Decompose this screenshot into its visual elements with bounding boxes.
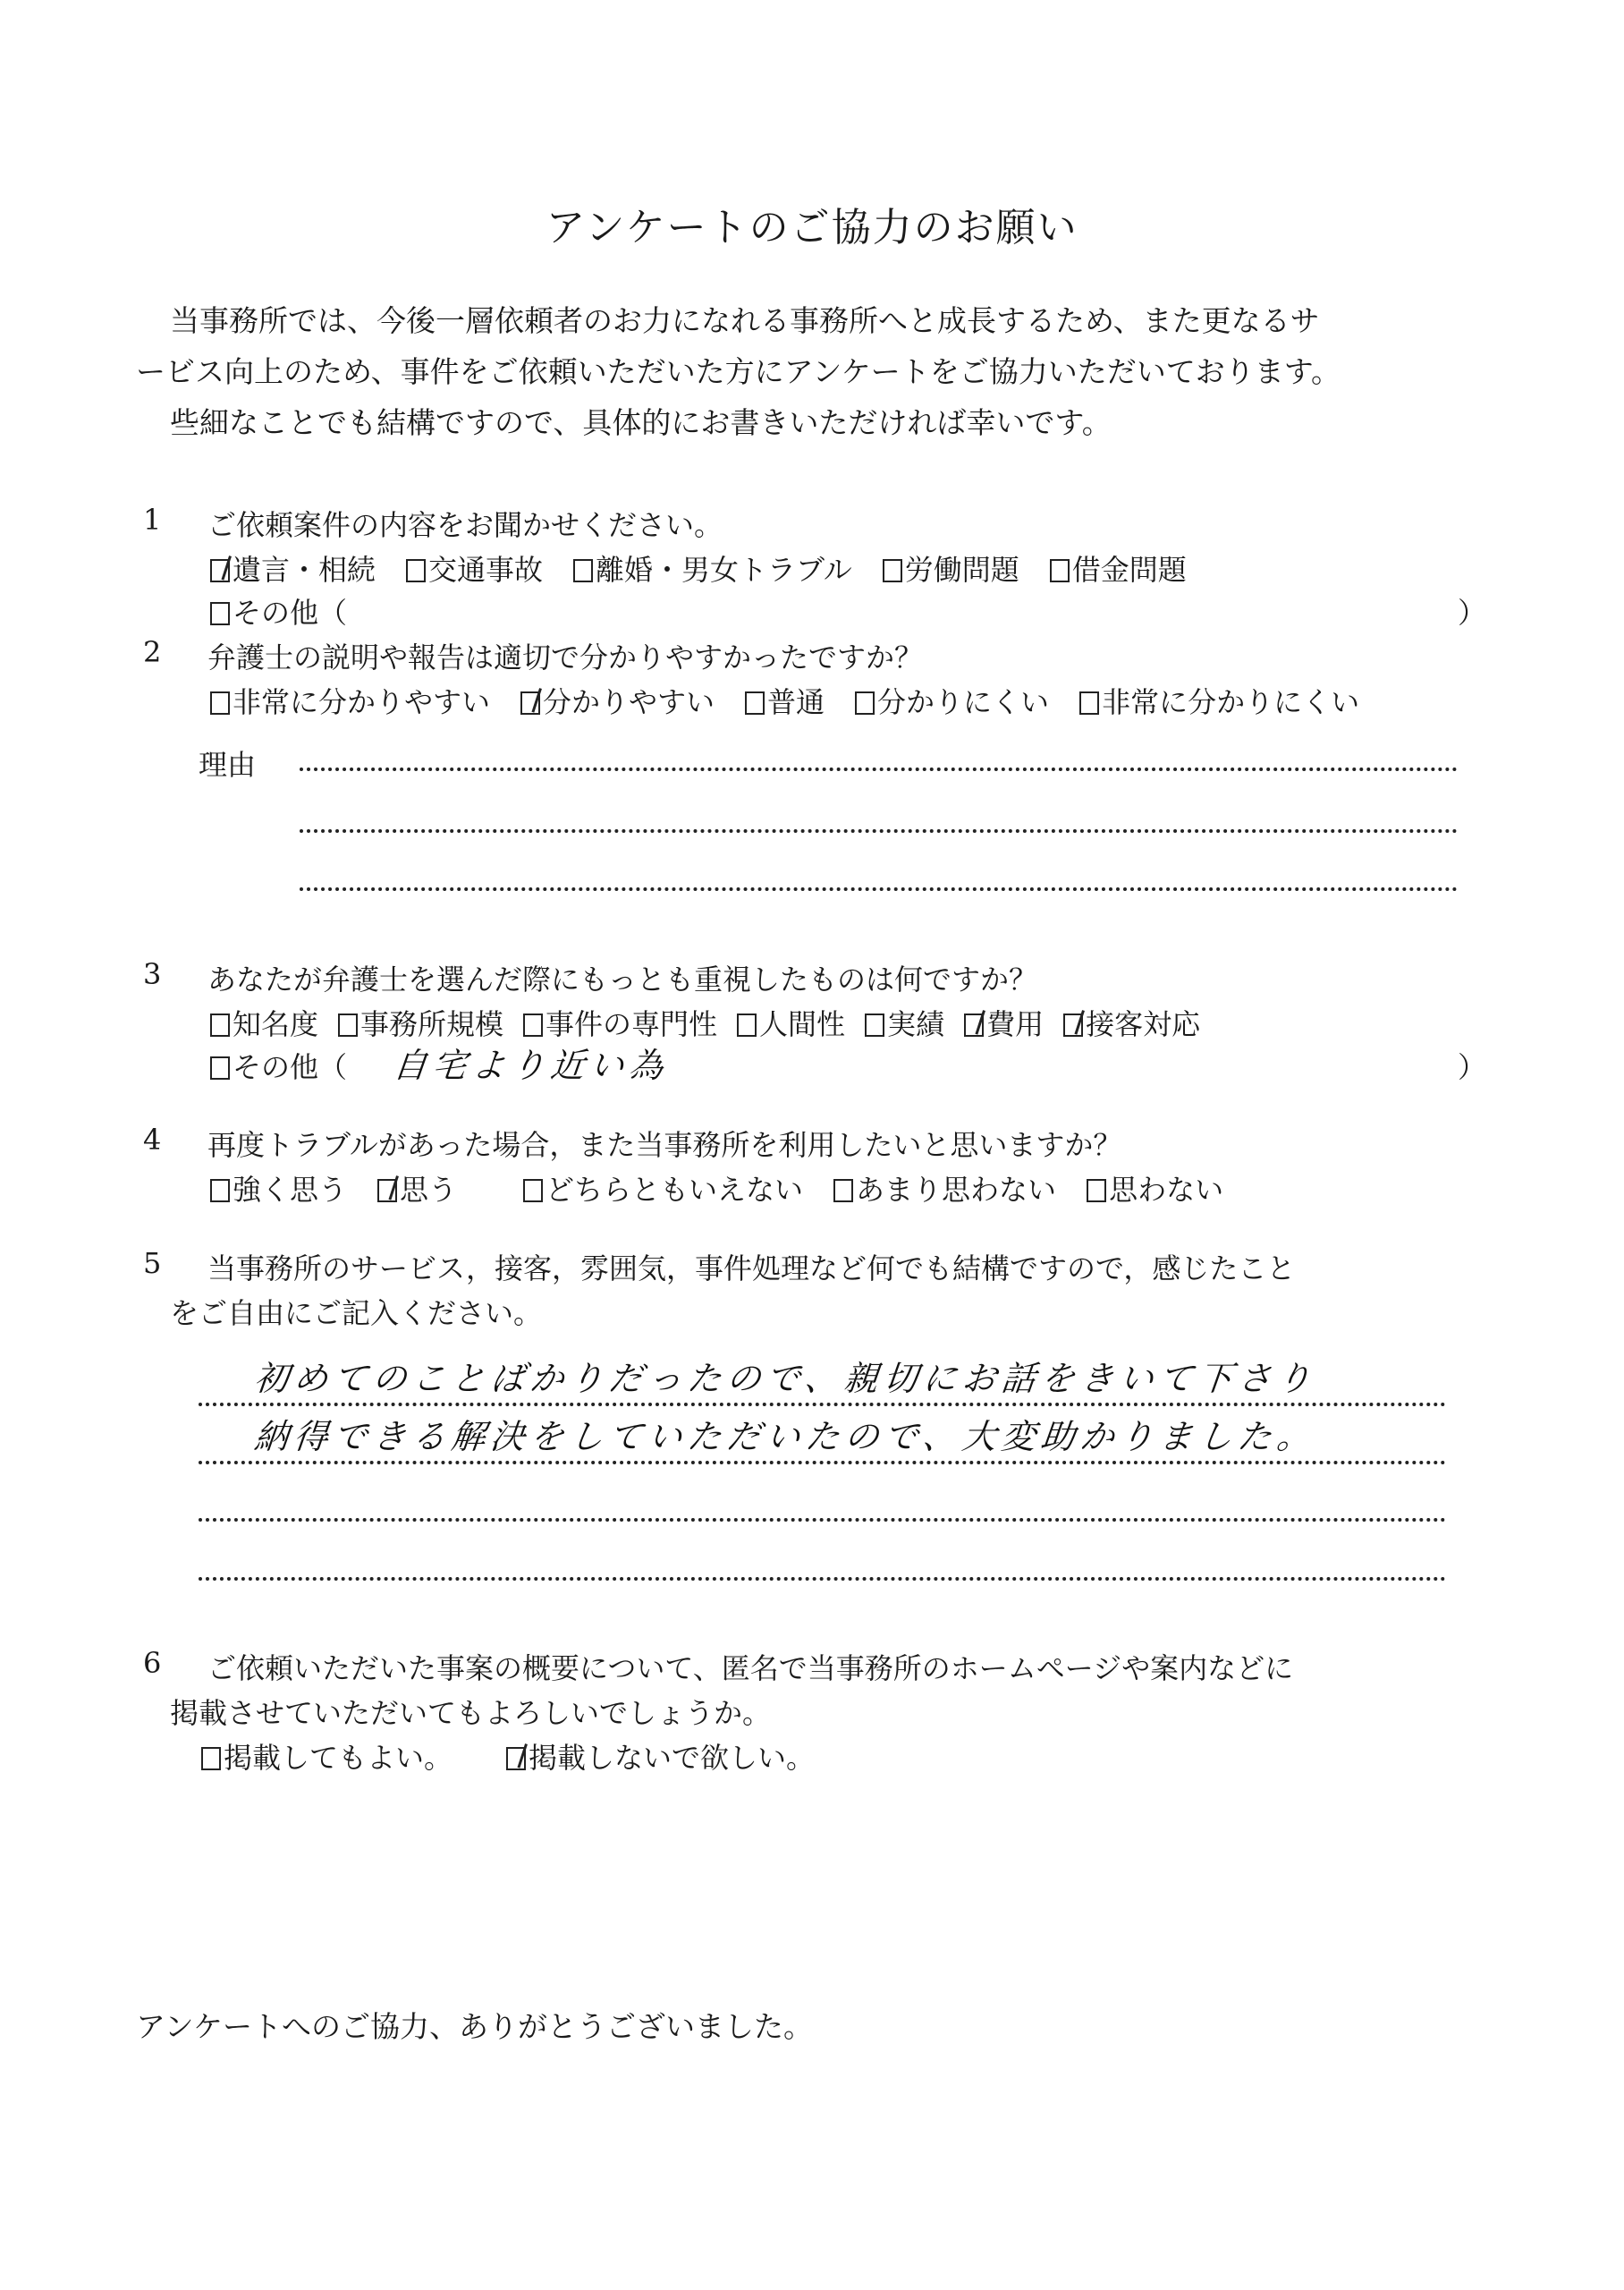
option-strongly-agree[interactable]: 強く思う — [210, 1167, 347, 1209]
checkbox-icon[interactable] — [573, 559, 593, 582]
question-2-options — [210, 680, 1359, 721]
answer-rule-4[interactable] — [199, 1577, 1446, 1581]
question-3-other[interactable]: その他（ — [210, 1045, 347, 1086]
question-3-other-handwritten[interactable]: 自宅より近い為 — [391, 1046, 671, 1085]
option-very-unclear[interactable]: 非常に分かりにくい — [1079, 680, 1359, 721]
question-6-options — [201, 1735, 815, 1777]
checkbox-checked-icon[interactable] — [377, 1179, 397, 1202]
reason-line-2[interactable] — [300, 829, 1458, 833]
intro-line-2: ービス向上のため、事件をご依頼いただいた方にアンケートをご協力いただいております。 — [136, 354, 1341, 389]
question-5-answer-line-2[interactable]: 納得できる解決をしていただいたので、大変助かりました。 — [252, 1417, 1319, 1456]
checkbox-icon[interactable] — [833, 1179, 853, 1202]
checkbox-icon[interactable] — [523, 1179, 543, 1202]
option-personality[interactable]: 人間性 — [737, 1002, 845, 1043]
checkbox-icon[interactable] — [210, 691, 230, 715]
question-5-text-line-2: をご自由にご記入ください。 — [170, 1296, 543, 1330]
option-divorce[interactable]: 離婚・男女トラブル — [573, 547, 852, 589]
reason-line-3[interactable] — [300, 887, 1458, 891]
question-4-number: 4 — [143, 1123, 162, 1157]
option-customer-service[interactable]: 接客対応 — [1063, 1002, 1200, 1043]
option-disagree[interactable]: あまり思わない — [833, 1167, 1056, 1209]
checkbox-icon[interactable] — [737, 1014, 757, 1037]
option-clear[interactable]: 分かりやすい — [520, 680, 715, 721]
question-4-text: 再度トラブルがあった場合，また当事務所を利用したいと思いますか？ — [207, 1128, 1122, 1162]
option-track-record[interactable]: 実績 — [865, 1002, 944, 1043]
question-6-text-line-2: 掲載させていただいてもよろしいでしょうか。 — [170, 1696, 772, 1730]
question-1-options — [210, 547, 1187, 589]
checkbox-icon[interactable] — [210, 1014, 230, 1037]
question-3-text: あなたが弁護士を選んだ際にもっとも重視したものは何ですか？ — [207, 963, 1038, 997]
question-6-text-line-1: ご依頼いただいた事案の概要について、匿名で当事務所のホームページや案内などに — [207, 1651, 1294, 1685]
option-strongly-disagree[interactable]: 思わない — [1087, 1167, 1223, 1209]
question-3-other-close: ） — [1458, 1050, 1487, 1084]
question-5-number: 5 — [143, 1246, 162, 1280]
option-traffic-accident[interactable]: 交通事故 — [406, 547, 543, 589]
option-inheritance[interactable]: 遺言・相続 — [210, 547, 376, 589]
checkbox-icon[interactable] — [210, 1056, 230, 1080]
checkbox-checked-icon[interactable] — [964, 1014, 984, 1037]
page-title: アンケートのご協力のお願い — [546, 205, 1078, 250]
question-4-options — [210, 1167, 1223, 1209]
option-expertise[interactable]: 事件の専門性 — [523, 1002, 717, 1043]
question-6-number: 6 — [143, 1646, 162, 1680]
checkbox-icon[interactable] — [855, 691, 875, 715]
reason-line-1[interactable] — [300, 768, 1458, 771]
option-office-size[interactable]: 事務所規模 — [338, 1002, 503, 1043]
option-very-clear[interactable]: 非常に分かりやすい — [210, 680, 490, 721]
question-2-text: 弁護士の説明や報告は適切で分かりやすかったですか？ — [207, 640, 924, 674]
question-1-text: ご依頼案件の内容をお聞かせください。 — [207, 508, 723, 542]
checkbox-checked-icon[interactable] — [520, 691, 540, 715]
closing-message: アンケートへのご協力、ありがとうございました。 — [136, 2009, 814, 2044]
checkbox-icon[interactable] — [1050, 559, 1070, 582]
option-reputation[interactable]: 知名度 — [210, 1002, 318, 1043]
option-debt[interactable]: 借金問題 — [1050, 547, 1187, 589]
checkbox-icon[interactable] — [883, 559, 902, 582]
intro-line-1: 当事務所では、今後一層依頼者のお力になれる事務所へと成長するため、また更なるサ — [170, 303, 1320, 338]
answer-rule-2 — [199, 1461, 1446, 1464]
checkbox-icon[interactable] — [523, 1014, 543, 1037]
checkbox-icon[interactable] — [210, 602, 230, 625]
question-3-options — [210, 1002, 1200, 1043]
reason-label: 理由 — [199, 748, 257, 782]
question-2-number: 2 — [143, 635, 162, 669]
checkbox-icon[interactable] — [1079, 691, 1099, 715]
answer-rule-1 — [199, 1403, 1446, 1406]
checkbox-icon[interactable] — [406, 559, 426, 582]
checkbox-icon[interactable] — [865, 1014, 884, 1037]
question-1-other[interactable]: その他（ — [210, 590, 347, 632]
checkbox-checked-icon[interactable] — [506, 1747, 526, 1770]
checkbox-icon[interactable] — [338, 1014, 358, 1037]
question-3-number: 3 — [143, 957, 162, 991]
option-agree[interactable]: 思う — [377, 1167, 457, 1209]
checkbox-icon[interactable] — [745, 691, 765, 715]
option-labor[interactable]: 労働問題 — [883, 547, 1019, 589]
question-5-text-line-1: 当事務所のサービス，接客，雰囲気，事件処理など何でも結構ですので，感じたこと — [207, 1251, 1296, 1285]
question-1-number: 1 — [143, 503, 162, 537]
intro-line-3: 些細なことでも結構ですので、具体的にお書きいただければ幸いです。 — [170, 405, 1112, 440]
checkbox-checked-icon[interactable] — [1063, 1014, 1083, 1037]
question-1-other-close: ） — [1458, 596, 1487, 630]
checkbox-icon[interactable] — [210, 1179, 230, 1202]
option-neutral[interactable]: どちらともいえない — [523, 1167, 803, 1209]
question-5-answer-line-1[interactable]: 初めてのことばかりだったので、親切にお話をきいて下さり — [252, 1359, 1319, 1398]
option-allow-publish[interactable]: 掲載してもよい。 — [201, 1735, 453, 1777]
option-deny-publish[interactable]: 掲載しないで欲しい。 — [506, 1735, 815, 1777]
option-normal[interactable]: 普通 — [745, 680, 825, 721]
option-cost[interactable]: 費用 — [964, 1002, 1044, 1043]
checkbox-checked-icon[interactable] — [210, 559, 230, 582]
checkbox-icon[interactable] — [1087, 1179, 1106, 1202]
answer-rule-3[interactable] — [199, 1518, 1446, 1522]
checkbox-icon[interactable] — [201, 1747, 221, 1770]
option-unclear[interactable]: 分かりにくい — [855, 680, 1049, 721]
